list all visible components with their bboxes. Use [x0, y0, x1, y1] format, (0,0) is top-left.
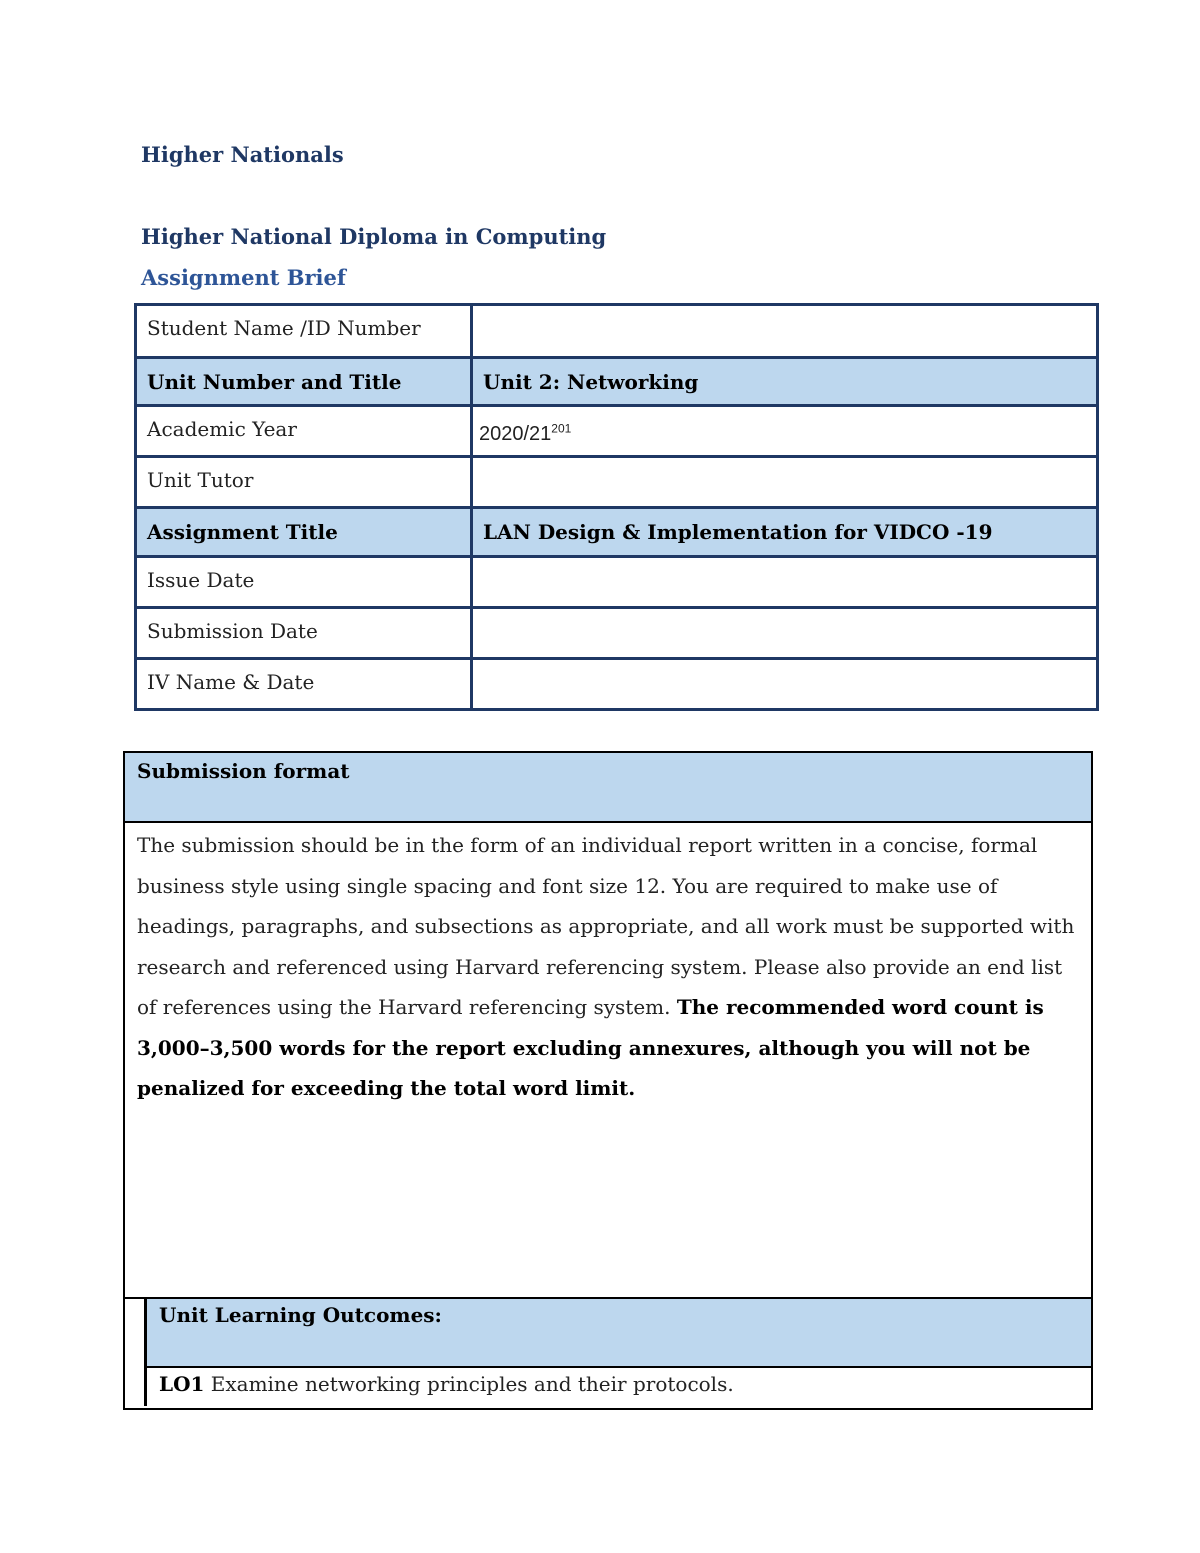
learning-outcomes-section	[125, 1297, 1091, 1406]
table-row	[136, 608, 1098, 659]
academic-year-text: 2020/21	[479, 423, 552, 445]
table-row	[136, 508, 1098, 557]
diploma-title: Higher National Diploma in Computing	[141, 224, 607, 249]
assignment-title-value: LAN Design & Implementation for VIDCO -19	[472, 508, 1098, 557]
table-row	[136, 305, 1098, 358]
academic-year-label: Academic Year	[136, 406, 472, 457]
table-row	[136, 406, 1098, 457]
unit-tutor-label: Unit Tutor	[136, 457, 472, 508]
unit-number-label: Unit Number and Title	[136, 358, 472, 406]
assignment-info-table	[134, 303, 1099, 711]
table-row	[136, 457, 1098, 508]
submission-format-heading: Submission format	[125, 753, 1091, 823]
iv-name-label: IV Name & Date	[136, 659, 472, 710]
issue-date-value	[472, 557, 1098, 608]
iv-name-value	[472, 659, 1098, 710]
submission-format-body	[125, 823, 1091, 1297]
submission-format-box	[123, 751, 1093, 1410]
learning-outcome-code: LO1	[159, 1372, 205, 1396]
table-row	[136, 557, 1098, 608]
student-name-value	[472, 305, 1098, 358]
academic-year-sup: 201	[551, 421, 572, 436]
assignment-title-label: Assignment Title	[136, 508, 472, 557]
submission-body-bold: The recommended word count is 3,000–3,500 words for the report excluding annexures, although you will not be penalized for exceeding the total word limit.	[137, 995, 1044, 1100]
unit-tutor-value	[472, 457, 1098, 508]
submission-date-label: Submission Date	[136, 608, 472, 659]
assignment-brief-heading: Assignment Brief	[141, 265, 346, 290]
table-row	[136, 358, 1098, 406]
learning-outcome-text: Examine networking principles and their protocols.	[204, 1372, 734, 1396]
document-title: Higher Nationals	[141, 142, 344, 167]
student-name-label: Student Name /ID Number	[136, 305, 472, 358]
submission-date-value	[472, 608, 1098, 659]
submission-body-text: The submission should be in the form of an individual report written in a concise, formal business style using single spacing and font size 12. You are required to make use of headings, paragraphs, and subsections as appropriate, and all work must be supported with research and referenced using Harvard referencing system. Please also provide an end list of references using the Harvard referencing system.	[137, 833, 1075, 1019]
learning-outcomes-heading: Unit Learning Outcomes:	[147, 1299, 1091, 1368]
learning-outcomes-gutter	[125, 1299, 147, 1406]
learning-outcome-item	[147, 1368, 1091, 1406]
academic-year-value	[472, 406, 1098, 457]
table-row	[136, 659, 1098, 710]
unit-number-value: Unit 2: Networking	[472, 358, 1098, 406]
issue-date-label: Issue Date	[136, 557, 472, 608]
